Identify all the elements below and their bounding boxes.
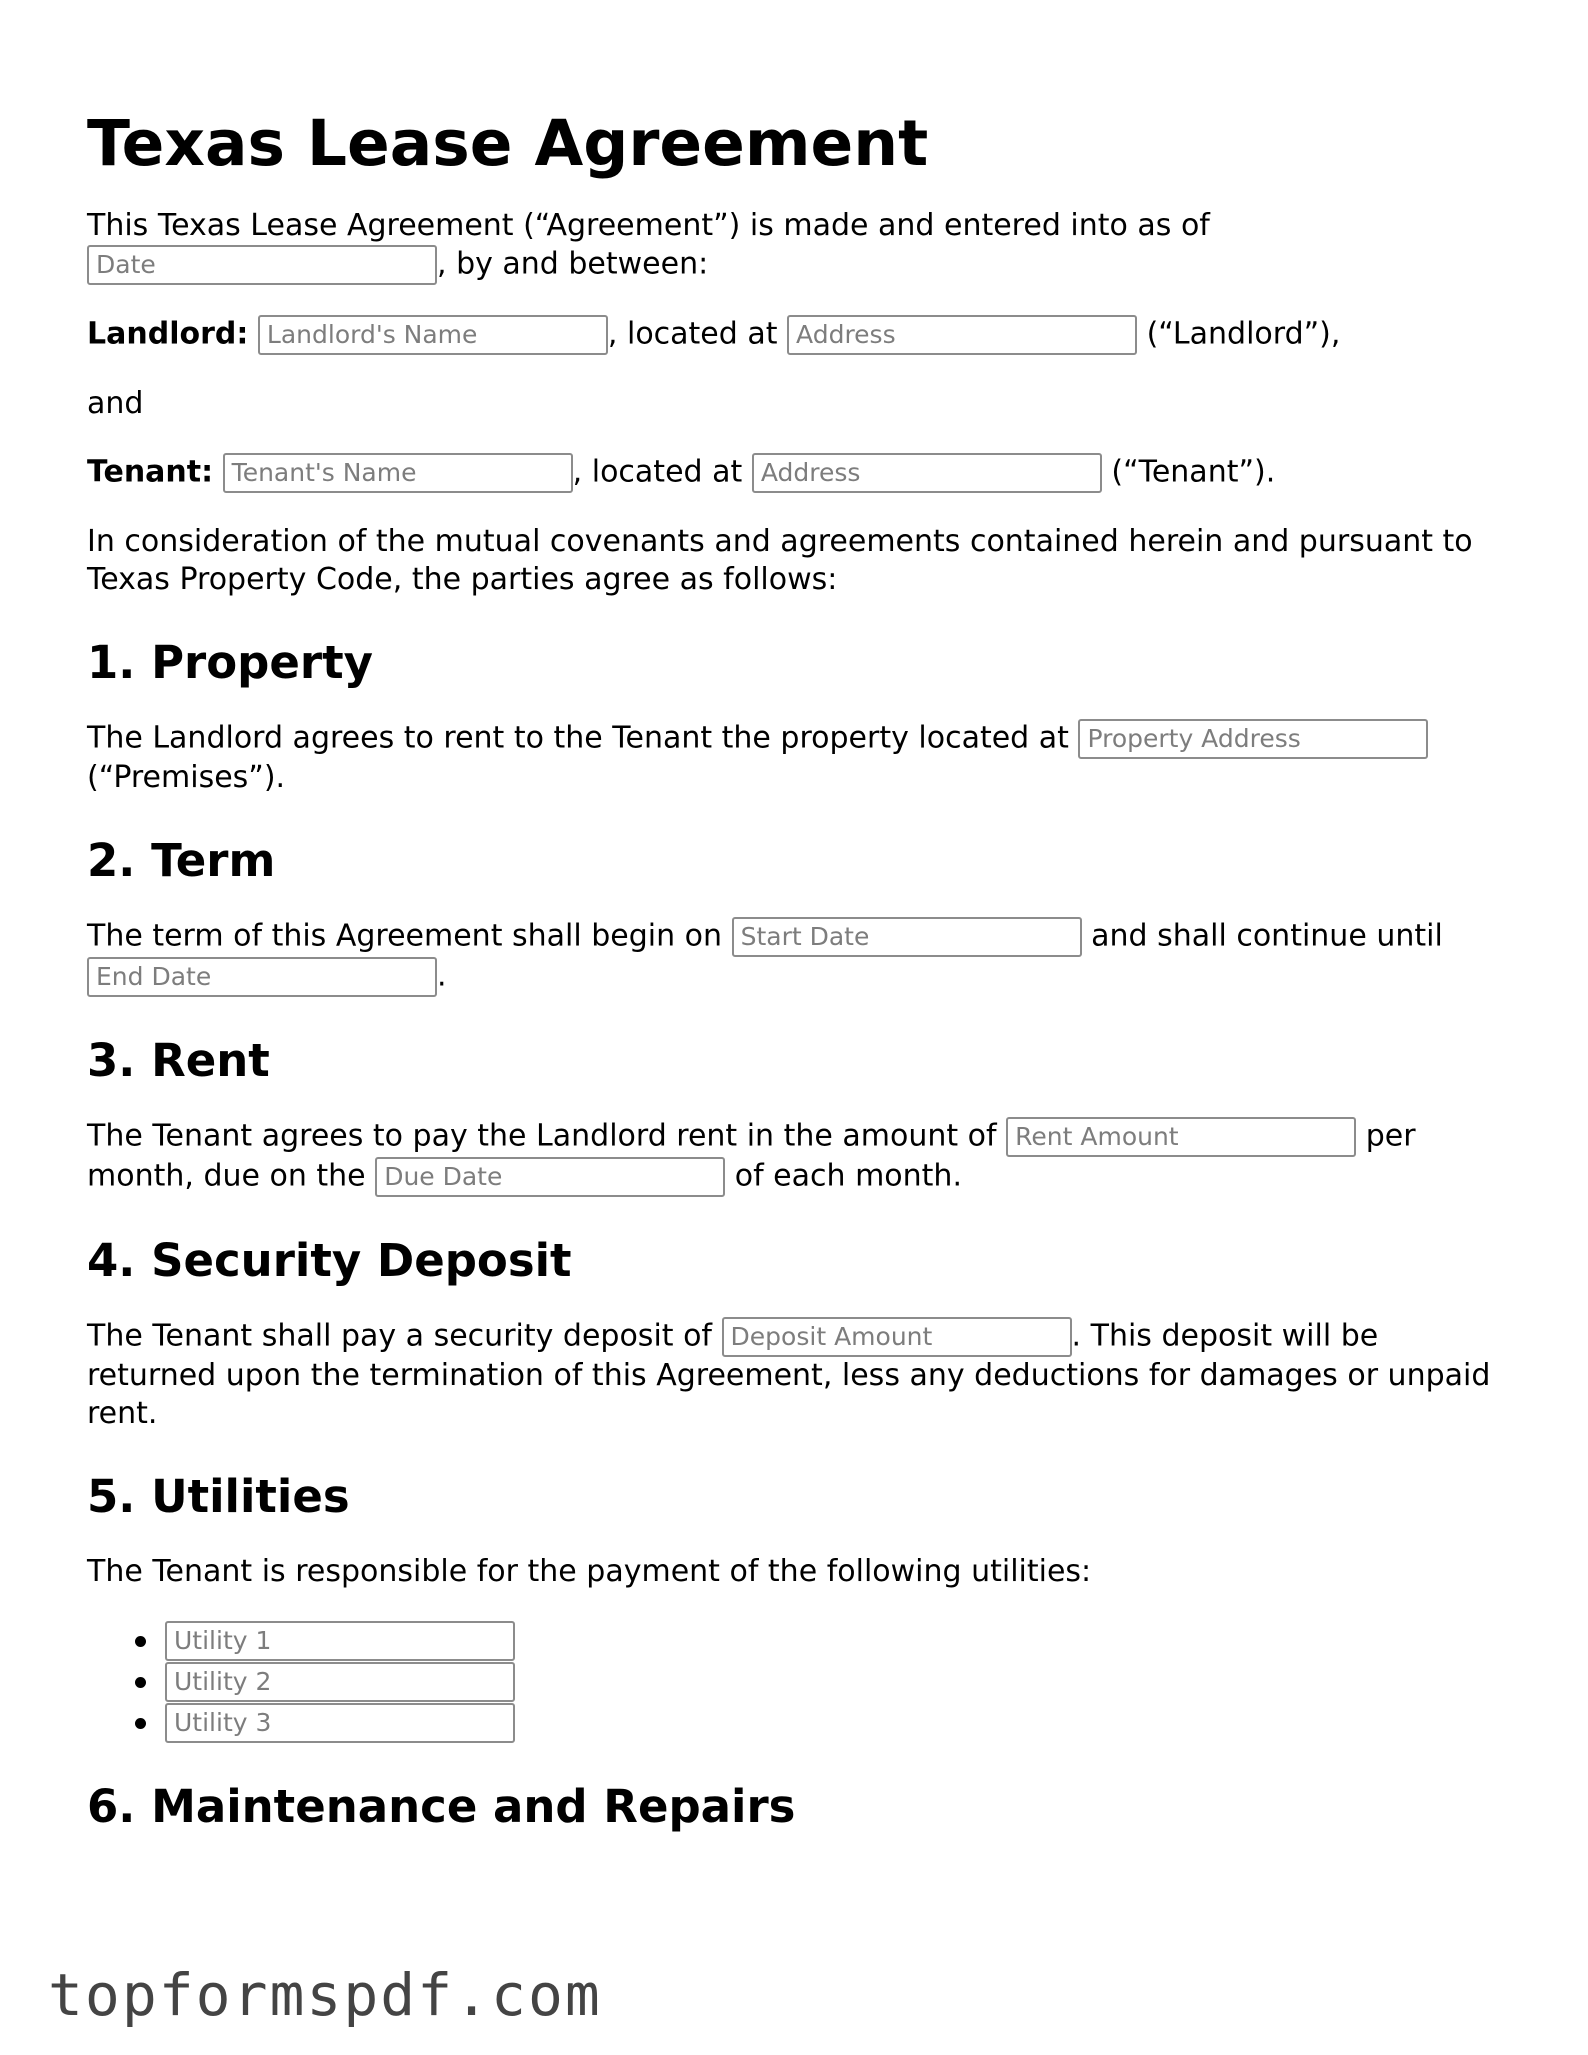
utilities-list [87,1621,1507,1743]
start-date-field[interactable]: Start Date [732,917,1082,957]
deposit-text-after: . This deposit will be returned upon the termination of this Agreement, less any deductions for damages or unpaid rent. [87,1318,1491,1431]
landlord-line [87,315,1507,355]
tenant-label: Tenant: [87,454,214,490]
term-text: The term of this Agreement shall begin on [87,918,723,954]
rent-paragraph [87,1117,1507,1197]
term-text-after: . [437,958,447,994]
utility-1-field[interactable]: Utility 1 [165,1621,515,1661]
landlord-label: Landlord: [87,316,249,352]
intro-text: This Texas Lease Agreement (“Agreement”) is made and entered into as of [87,208,1210,243]
term-paragraph [87,917,1507,997]
utility-2-field[interactable]: Utility 2 [165,1662,515,1702]
utility-3-field[interactable]: Utility 3 [165,1703,515,1743]
utilities-text: The Tenant is responsible for the payment of the following utilities: [87,1554,1092,1589]
due-date-field[interactable]: Due Date [375,1157,725,1197]
maintenance-heading: 6. Maintenance and Repairs [87,1780,796,1833]
tenant-line [87,453,1507,493]
deposit-heading: 4. Security Deposit [87,1234,572,1287]
deposit-paragraph [87,1317,1507,1433]
watermark: topformspdf.com [48,1961,602,2029]
date-field[interactable]: Date [87,245,437,285]
utilities-heading: 5. Utilities [87,1470,350,1523]
list-item [135,1662,1507,1702]
deposit-text: The Tenant shall pay a security deposit of [87,1318,712,1354]
property-heading: 1. Property [87,636,373,689]
property-text-after: (“Premises”). [87,760,286,795]
property-text: The Landlord agrees to rent to the Tenant the property located at [87,720,1069,756]
intro-paragraph [87,207,1507,285]
term-text-middle: and shall continue until [1091,918,1443,954]
landlord-address-field[interactable]: Address [787,315,1137,355]
property-address-field[interactable]: Property Address [1078,719,1428,759]
rent-text-after: of each month. [734,1158,962,1194]
property-paragraph [87,719,1507,797]
rent-text: The Tenant agrees to pay the Landlord rent in the amount of [87,1118,997,1154]
consideration-paragraph: In consideration of the mutual covenants and agreements contained herein and pursuant to Texas Property Code, the parties agree as follows: [87,524,1473,597]
tenant-address-field[interactable]: Address [752,453,1102,493]
rent-amount-field[interactable]: Rent Amount [1006,1117,1356,1157]
list-item [135,1621,1507,1661]
end-date-field[interactable]: End Date [87,957,437,997]
tenant-suffix: (“Tenant”). [1111,454,1276,490]
rent-heading: 3. Rent [87,1034,270,1087]
page-title: Texas Lease Agreement [87,107,929,180]
and-text: and [87,386,144,421]
landlord-name-field[interactable]: Landlord's Name [258,315,608,355]
document [87,105,1507,1863]
landlord-located-at: , located at [607,316,778,352]
term-heading: 2. Term [87,834,276,887]
intro-suffix: , by and between: [437,246,709,282]
list-item [135,1703,1507,1743]
tenant-located-at: , located at [572,454,743,490]
landlord-suffix: (“Landlord”), [1146,316,1341,352]
deposit-amount-field[interactable]: Deposit Amount [722,1317,1072,1357]
rent-text-middle: per month, due on the [87,1118,1416,1194]
tenant-name-field[interactable]: Tenant's Name [223,453,573,493]
